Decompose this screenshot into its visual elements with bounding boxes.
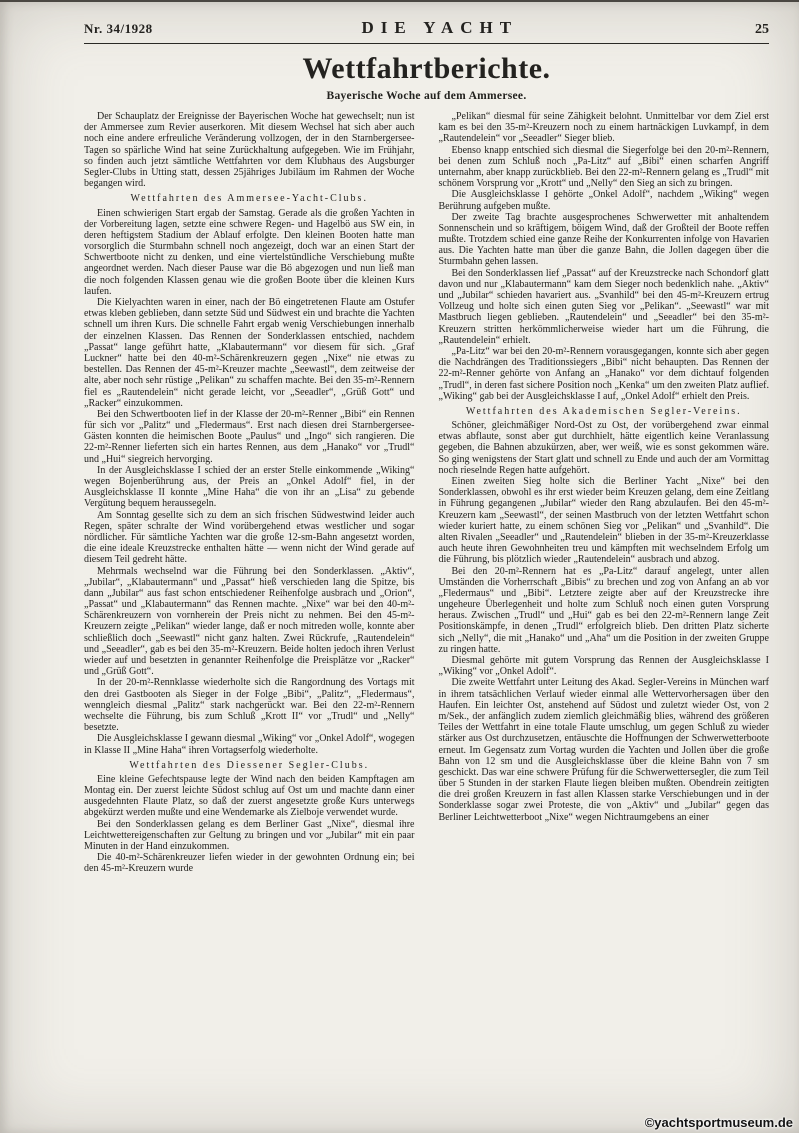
paragraph: Bei den Schwertbooten lief in der Klasse der 20-m²-Renner „Bibi“ ein Rennen für sich vor „Palitz“ und „Fledermaus“. Erst nach diesen drei Starnbergersee-Gästen konnten die heimischen Boote „Paulus“ und „Ingo“ sich rangieren. Die 22-m²-Renner lieferten sich ein hartes Rennen, aus dem „Hanako“ vor „Trudl“ und „Hui“ siegreich hervorging.: [84, 408, 415, 465]
text-columns: [84, 111, 769, 875]
paragraph: Die Ausgleichsklasse I gehörte „Onkel Adolf“, nachdem „Wiking“ wegen Berührung aufgeben mußte.: [438, 189, 769, 212]
paragraph: Die Kielyachten waren in einer, nach der Bö eingetretenen Flaute am Ostufer etwas kleben geblieben, dann setzte Süd und Südwest ein und brachte die Yachten schnell um ihren Kurs. Die schnelle Fahrt ergab wenig Verschiebungen innerhalb der einzelnen Klassen. Das Rennen der Sonderklassen entschied, nachdem „Passat“ lange geführt hatte, „Klabautermann“ vor diesem für sich. „Graf Luckner“ hatte bei den 40-m²-Schärenkreuzern gegen „Nixe“ nie etwas zu bestellen. Das Rennen der 45-m²-Kreuzer machte „Seewastl“, dem zeitweise der alte, aber noch sehr rüstige „Pelikan“ zu schaffen machte. Bei den 35-m²-Rennern fiel es „Rautendelein“ nicht gerade leicht, vor „Seeadler“, „Grüß Gott“ und „Racker“ einzukommen.: [84, 297, 415, 409]
paragraph: Eine kleine Gefechtspause legte der Wind nach den beiden Kampftagen am Montag ein. Der zuerst leichte Südost schlug auf Ost um und machte dann einer ausgedehnten Flaute Platz, so daß der zuerst angesetzte große Kurs unterwegs abgekürzt werden mußte und eine Wendemarke als Zielboje verwendet wurde.: [84, 773, 415, 819]
paragraph: Bei den 20-m²-Rennern hat es „Pa-Litz“ darauf angelegt, unter allen Umständen die Vorherrschaft „Bibis“ zu brechen und zog von Anfang an ab vor „Fledermaus“ und „Bibi“. Letztere zeigte aber auf der Kreuzstrecke ihre ungeheure Überlegenheit und holte zum Schluß noch einen guten Vorsprung heraus. Zwischen „Trudl“ und „Hui“ gab es bei den 22-m²-Rennern lange Zeit Positionskämpfe, in denen „Trudl“ erfolgreich blieb. Den dritten Platz sicherte sich „Nelly“, die mit „Hanako“ und „Aha“ um die Position in der zweiten Gruppe zu ringen hatte.: [438, 565, 769, 655]
magazine-title: DIE YACHT: [361, 18, 519, 37]
paragraph: Einen zweiten Sieg holte sich die Berliner Yacht „Nixe“ bei den Sonderklassen, obwohl es ihr erst wieder beim Kreuzen gelang, dem eine Zeitlang in Führung gegangenen „Jubilar“ wieder den Rang abzulaufen. Bei den 45-m²-Kreuzern kam „Seewastl“, der seinen Mastbruch von der letzten Wettfahrt schon wieder kuriert hatte, zu einem schönen Sieg vor „Pelikan“ und „Svanhild“. Die alten Rivalen „Seeadler“ und „Rautendelein“ blieben in der 35-m²-Kreuzerklasse auch heute ihren Gewohnheiten treu und kämpften mit wechselndem Erfolg um die Führung, bis plötzlich wieder „Rautendelein“ ausbrach und abzog.: [438, 476, 769, 566]
paragraph: In der Ausgleichsklasse I schied der an erster Stelle einkommende „Wiking“ wegen Bojenberührung aus, der Preis an „Onkel Adolf“ fiel, in der Ausgleichsklasse II konnte „Mine Haha“ die von ihr an „Lisa“ zu gebende Vergütung bequem heraussegeln.: [84, 464, 415, 510]
paragraph: Die 40-m²-Schärenkreuzer liefen wieder in der gewohnten Ordnung ein; bei den 45-m²-Kreuzern wurde: [84, 852, 415, 875]
paragraph: Der zweite Tag brachte ausgesprochenes Schwerwetter mit anhaltendem Sonnenschein und so kräftigem, böigem Wind, daß der Großteil der Boote reffen mußte. Trotzdem schied eine ganze Reihe der Konkurrenten infolge von Havarien aus. Die Yachten hatte man über die ganze Bahn, die Jollen dagegen über die Sturmbahn gehen lassen.: [438, 211, 769, 268]
paragraph: Die zweite Wettfahrt unter Leitung des Akad. Segler-Vereins in München warf in ihrem tatsächlichen Verlauf wieder einmal alle Wettervorhersagen über den Haufen. Ein leichter Ost, anstehend auf Südost und zuletzt wieder Ost, von 2 m/Sek., der anfänglich zudem ziemlich gleichmäßig blies, während des größeren Teiles der Wettfahrt in eine totale Flaute umschlug, um gegen Schluß zu wieder stärker aus Ost durchzusetzen, entäuschte die Hoffnungen der Schwerwetterboote erneut. Im Gegensatz zum Vortag wurden die Yachten und Jollen über die große Bahn von 12 sm und die Ausgleichsklasse über die kleine Bahn von 7 sm geschickt. Das war eine schwere Prüfung für die Schwerwettersegler, die zum Teil über 5 Stunden in der starken Flaute liegen bleiben mußten. Obendrein zeitigten die drei großen Kreuzern in fast allen Klassen starke Verschiebungen und in der Sonderklasse sogar zwei Proteste, die von „Aktiv“ und „Jubilar“ gegen das Berliner Leichtwetterboot „Nixe“ wegen Nichtraumgebens an einer: [438, 677, 769, 823]
section-heading: Wettfahrten des Diessener Segler-Clubs.: [129, 759, 370, 771]
watermark: ©yachtsportmuseum.de: [644, 1115, 793, 1130]
header-rule: [84, 43, 769, 44]
paragraph: Am Sonntag gesellte sich zu dem an sich frischen Südwestwind leider auch Regen, später schralte der Wind vorübergehend etwas westlicher und sogar nördlicher. Für sämtliche Yachten war die große 12-sm-Bahn angesetzt worden, die eine ideale Kreuzstrecke enthalten hätte — wenn nicht der Wind gerade auf diesem Teil gedreht hätte.: [84, 509, 415, 566]
paragraph: Einen schwierigen Start ergab der Samstag. Gerade als die großen Yachten in der Vorbereitung lagen, setzte eine schwere Regen- und Hagelbö aus SW ein, in deren heftigstem Stadium der Ablauf erfolgte. Den kleinen Booten hatte man vorsorglich die Sturmbahn schnell noch angezeigt, doch war an einen Start der Schwertboote nicht zu denken, und eine viertelstündliche Verschiebung mußte angeordnet werden. Nach dieser Pause war die Bö abgezogen und nun ließ man die noch folgenden Klassen genau wie die großen Boote über die kleinen Kurs laufen.: [84, 207, 415, 297]
paragraph: „Pelikan“ diesmal für seine Zähigkeit belohnt. Unmittelbar vor dem Ziel erst kam es bei den 35-m²-Kreuzern noch zu einem hartnäckigen Luvkampf, in dem „Rautendelein“ vor „Seeadler“ Sieger blieb.: [438, 111, 769, 145]
paragraph: Mehrmals wechselnd war die Führung bei den Sonderklassen. „Aktiv“, „Jubilar“, „Klabautermann“ und „Passat“ hieß verschieden lang die Spitze, bis dann „Jubilar“ aus fast schon entschiedener Reihenfolge ausbrach und „Orion“, „Passat“ und „Klabautermann“ das Rennen machte. „Nixe“ war bei den 40-m²-Schärenkreuzern von vornherein der Preis nicht zu nehmen. Bei den 45-m²-Kreuzern zeigte „Pelikan“ wieder lange, daß er noch mitreden wolle, konnte aber schließlich doch „Seewastl“ nicht ganz halten. Zwei Rückrufe, „Rautendelein“ und „Seeadler“, gab es bei den 35-m²-Kreuzern. Beide holten jedoch ihren Verlust wieder auf und besetzten in genannter Reihenfolge die Preisplätze vor „Racker“ und „Grüß Gott“.: [84, 565, 415, 678]
page-header: [84, 18, 769, 38]
section-heading: Wettfahrten des Ammersee-Yacht-Clubs.: [130, 193, 368, 205]
article-title: Wettfahrtberichte.: [302, 52, 551, 85]
paragraph: In der 20-m²-Rennklasse wiederholte sich die Rangordnung des Vortags mit den drei Gastbooten als Sieger in der Folge „Bibi“, „Palitz“, „Fledermaus“, wenngleich diesmal „Palitz“ stark nachgerückt war. Bei den 22-m²-Rennern wechselte die Führung, bis zum Schluß „Krott II“ vor „Trudl“ und „Nelly“ besetzte.: [84, 677, 415, 734]
paragraph: Die Ausgleichsklasse I gewann diesmal „Wiking“ vor „Onkel Adolf“, wogegen in Klasse II „Mine Haha“ ihren Vortagserfolg wiederholte.: [84, 733, 415, 756]
article-subtitle: Bayerische Woche auf dem Ammersee.: [326, 90, 527, 102]
paragraph: Der Schauplatz der Ereignisse der Bayerischen Woche hat gewechselt; nun ist der Ammersee zum Revier auserkoren. Mit diesem Wechsel hat sich aber auch noch eine andere erfreuliche Veränderung vollzogen, der in den Starnbergersee-Tagen so spärliche Wind hat seine Zurückhaltung aufgegeben. Wie im Frühjahr, so finden auch jetzt sämtliche Wettfahrten vor dem Klubhaus des Augsburger Segler-Clubs in Utting statt, dessen 25jähriges Jubiläum im Rahmen der Woche begangen wird.: [84, 111, 415, 190]
page-number: 25: [754, 22, 769, 37]
paragraph: Bei den Sonderklassen gelang es dem Berliner Gast „Nixe“, diesmal ihre Leichtwettereigenschaften zur Geltung zu bringen und vor „Jubilar“ mit ein paar Minuten in der Hand einzukommen.: [84, 818, 415, 852]
paragraph: Schöner, gleichmäßiger Nord-Ost zu Ost, der vorübergehend zwar einmal etwas abflaute, sonst aber gut durchhielt, hätte eigentlich keine Veranlassung gegeben, die Bahnen abzukürzen, aber, wer weiß, wie es sonst gekommen wäre. So ging wenigstens der Start glatt und schnell zu Ende und auch der am Vormittag noch rieselnde Regen hatte aufgehört.: [438, 420, 769, 476]
paragraph: Diesmal gehörte mit gutem Vorsprung das Rennen der Ausgleichsklasse I „Wiking“ vor „Onkel Adolf“.: [438, 655, 769, 678]
paragraph: „Pa-Litz“ war bei den 20-m²-Rennern vorausgegangen, konnte sich aber gegen die Nachdrängen des Traditionssiegers „Bibi“ nicht behaupten. Das Rennen der 22-m²-Renner gehörte von Anfang an „Hanako“ vor dem dichtauf folgenden „Trudl“, in deren fast sichere Position noch „Kenka“ um den zweiten Platz auflief. „Wiking“ gab bei der Ausgleichsklasse I auf, „Onkel Adolf“ erhielt den Preis.: [438, 345, 769, 402]
paragraph: Ebenso knapp entschied sich diesmal die Siegerfolge bei den 20-m²-Rennern, bei denen zum Schluß noch „Pa-Litz“ auf „Bibi“ einen scharfen Angriff unternahm, aber knapp zurückblieb. Bei den 22-m²-Rennern gelang es „Trudl“ mit schönem Vorsprung vor „Krott“ und „Nelly“ den Sieg an sich zu bringen.: [438, 144, 769, 190]
left-column: [84, 111, 415, 875]
right-column: [439, 111, 770, 875]
section-heading: Wettfahrten des Akademischen Segler-Vereins.: [465, 405, 742, 417]
issue-number: Nr. 34/1928: [84, 21, 153, 36]
paragraph: Bei den Sonderklassen lief „Passat“ auf der Kreuzstrecke nach Schondorf glatt davon und nur „Klabautermann“ kam dem Sieger noch bedenklich nahe. „Aktiv“ und „Jubilar“ schieden havariert aus. „Svanhild“ bei den 45-m²-Kreuzern ertrug Vollzeug und holte sich einen guten Sieg vor „Pelikan“. „Seewastl“ war mit Mastbruch liegen geblieben. „Rautendelein“ und „Seeadler“ bei den 35-m²-Kreuzern stritten herkömmlicherweise wieder hart um die Führung, die „Rautendelein“ erhielt.: [438, 267, 769, 346]
